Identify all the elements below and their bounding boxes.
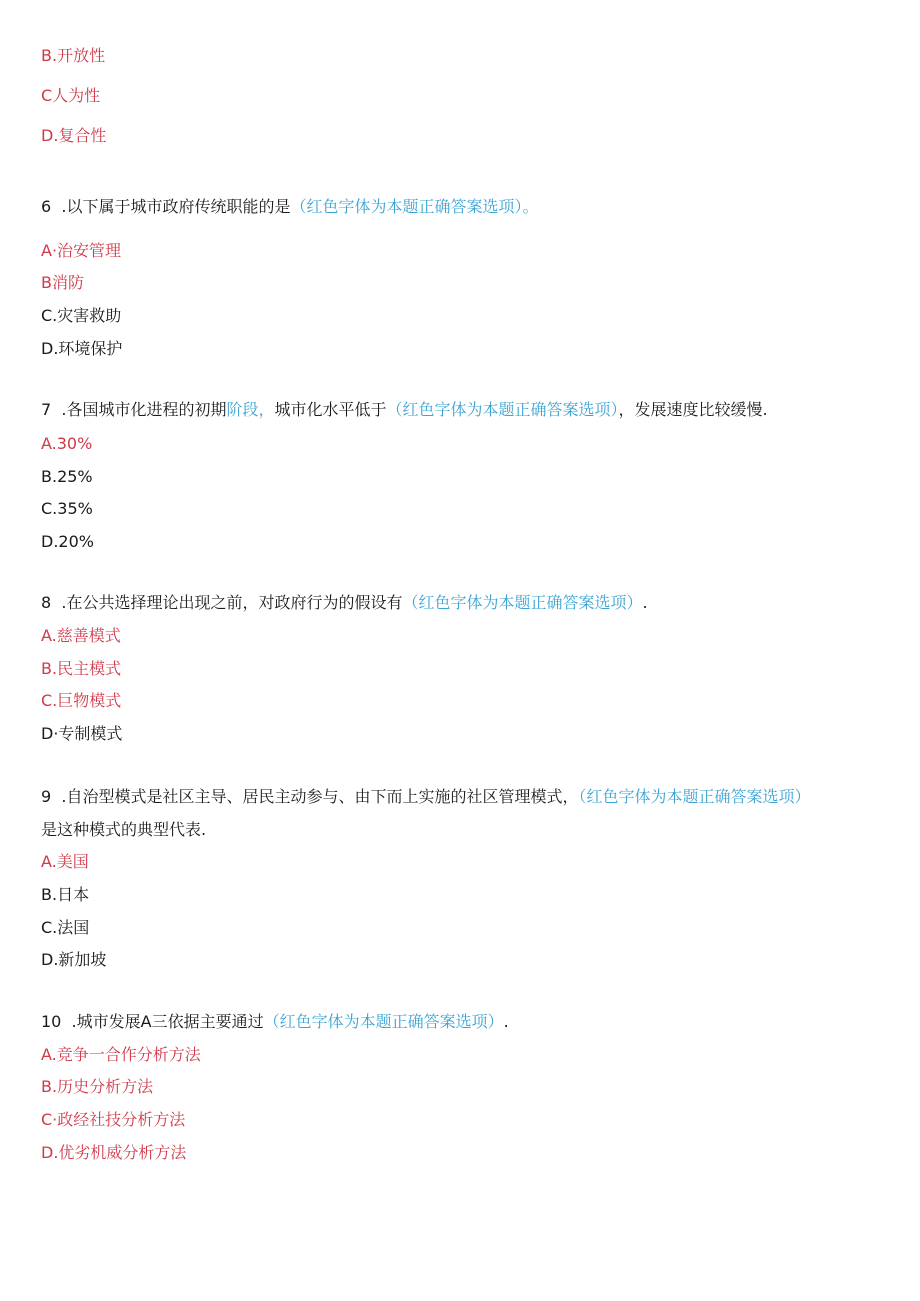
q6-stem-text: .以下属于城市政府传统职能的是: [51, 197, 291, 216]
q9-option-c: C.法国: [41, 918, 90, 937]
q10-stem: [41, 1011, 509, 1033]
q7-option-c: C.35%: [41, 499, 93, 518]
q7-number: 7: [41, 400, 52, 419]
q7-stem-end: ，发展速度比较缓慢.: [618, 400, 768, 419]
q8-option-c: C.巨物模式: [41, 691, 122, 710]
q5-option-d: D.复合性: [41, 126, 107, 145]
q7-stem: [41, 399, 768, 421]
q6-option-a: A·治安管理: [41, 241, 122, 260]
q10-stem-text: .城市发展A三依据主要通过: [61, 1012, 264, 1031]
q9-number: 9: [41, 787, 52, 806]
q9-stem-line2: 是这种模式的典型代表.: [41, 820, 207, 839]
q6-option-d: D.环境保护: [41, 339, 123, 358]
q8-option-d: D·专制模式: [41, 724, 123, 743]
q10-stem-end: .: [503, 1012, 509, 1031]
q5-option-c: C人为性: [41, 86, 101, 105]
q10-option-c: C·政经社技分析方法: [41, 1110, 186, 1129]
q10-option-a: A.竞争一合作分析方法: [41, 1045, 201, 1064]
q8-option-b: B.民主模式: [41, 659, 122, 678]
q7-stem-text: .各国城市化进程的初期: [51, 400, 227, 419]
q7-option-d: D.20%: [41, 532, 94, 551]
q6-hint: （红色字体为本题正确答案选项）: [290, 197, 523, 216]
q10-number: 10: [41, 1012, 62, 1031]
q7-option-b: B.25%: [41, 467, 93, 486]
q9-hint: （红色字体为本题正确答案选项）: [578, 787, 811, 806]
q8-number: 8: [41, 593, 52, 612]
q7-stem-stage: 阶段，: [226, 400, 275, 419]
q5-option-b: B.开放性: [41, 46, 106, 65]
q6-number: 6: [41, 197, 52, 216]
q7-hint: （红色字体为本题正确答案选项）: [386, 400, 619, 419]
q7-option-a: A.30%: [41, 434, 93, 453]
q9-option-a: A.美国: [41, 852, 89, 871]
q9-stem: [41, 786, 810, 808]
q8-hint: （红色字体为本题正确答案选项）: [402, 593, 643, 612]
q8-stem-end: .: [642, 593, 648, 612]
q10-option-d: D.优劣机威分析方法: [41, 1143, 187, 1162]
q9-stem-text: .自治型模式是社区主导、居民主动参与、由下而上实施的社区管理模式，: [51, 787, 579, 806]
q9-option-d: D.新加坡: [41, 950, 107, 969]
q8-stem-text: .在公共选择理论出现之前，对政府行为的假设有: [51, 593, 403, 612]
q6-option-c: C.灾害救助: [41, 306, 122, 325]
q8-stem: [41, 592, 648, 614]
q10-hint: （红色字体为本题正确答案选项）: [263, 1012, 504, 1031]
q6-stem-end: 。: [522, 197, 539, 216]
q10-option-b: B.历史分析方法: [41, 1077, 154, 1096]
q7-stem-text-2: 城市化水平低于: [274, 400, 387, 419]
q8-option-a: A.慈善模式: [41, 626, 121, 645]
q9-option-b: B.日本: [41, 885, 90, 904]
q6-option-b: B消防: [41, 273, 84, 292]
q6-stem: [41, 196, 538, 218]
